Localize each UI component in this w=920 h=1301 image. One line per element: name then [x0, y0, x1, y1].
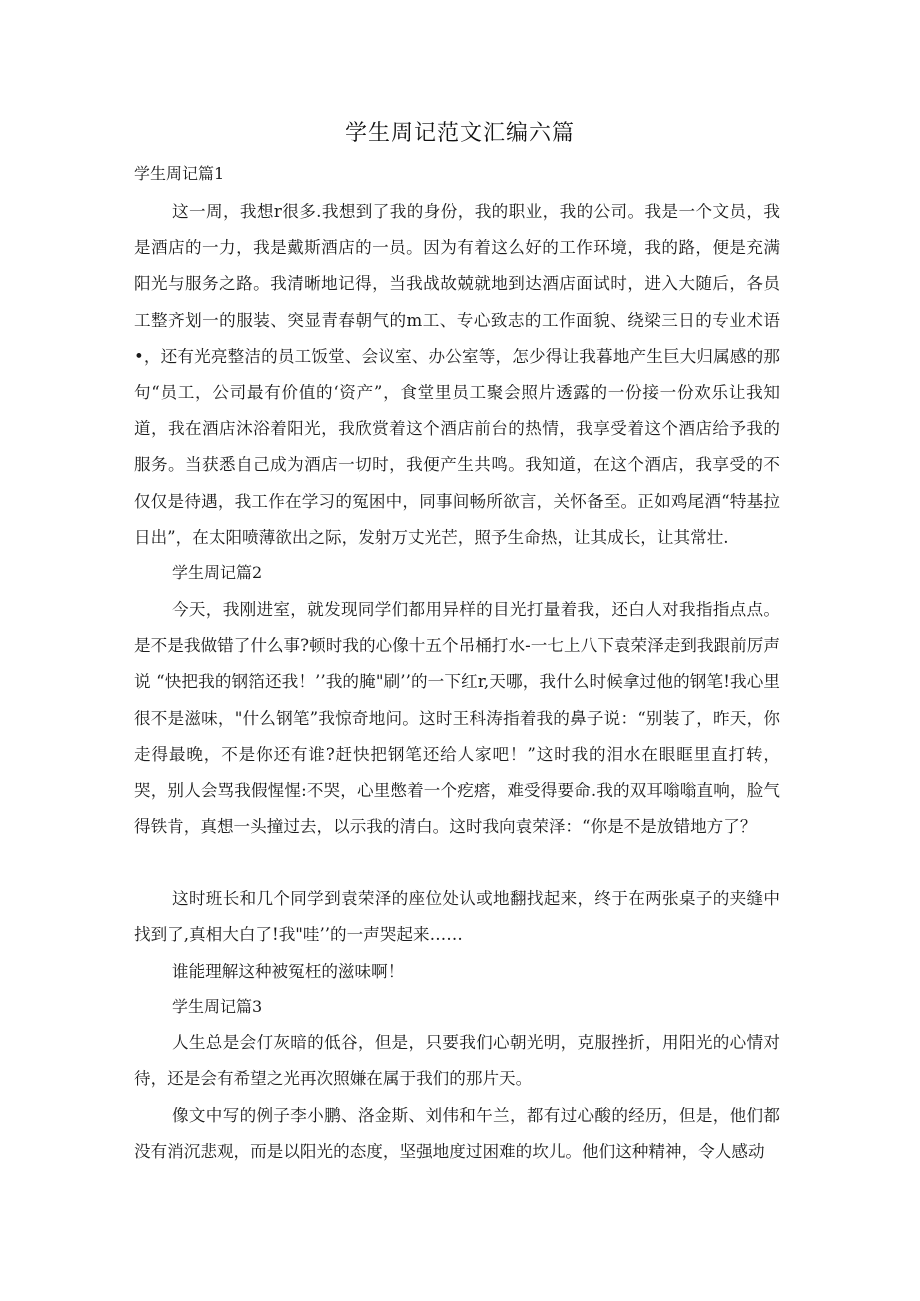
- section-heading: 学生周记篇3: [172, 997, 263, 1016]
- section-heading: 学生周记篇1: [134, 164, 225, 183]
- paragraph: 这时班长和几个同学到袁荣泽的座位处认或地翻找起来，终于在两张桌子的夹缝中找到了,真相大白了!我"哇’’的一声哭起来……: [134, 889, 780, 945]
- section-heading: 学生周记篇2: [172, 563, 263, 582]
- paragraph: 今天，我刚进室，就发现同学们都用异样的目光打量着我，还白人对我指指点点。是不是我做错了什么事?顿时我的心像十五个吊桶打水-一七上八下袁荣泽走到我跟前厉声说 “快把我的钢箔还我！’’我的腌"刷’’的一下红r,天哪，我什么时候拿过他的钢笔!我心里很不是滋味，"什么钢笔”我惊奇地问。这时王科涛指着我的鼻子说：“别装了，昨天，你走得最晚，不是你还有谁?赶快把钢笔还给人家吧！”这时我的泪水在眼眶里直打转，哭，别人会骂我假惺惺:不哭，心里憋着一个疙瘩，难受得要命.我的双耳嗡嗡直响，脸气得铁肯，真想一头撞过去，以示我的清白。这时我向袁荣泽：“你是不是放错地方了？: [134, 600, 780, 837]
- paragraph: 人生总是会仃灰暗的低谷，但是，只要我们心朝光明，克服挫折，用阳光的心情对待，还是会有希望之光再次照嫌在属于我们的那片天。: [134, 1033, 780, 1089]
- paragraph: 像文中写的例子李小鹏、洛金斯、刘伟和午兰，都有过心酸的经历，但是，他们都没有消沉悲观，而是以阳光的态度，坚强地度过困难的坎儿。他们这种精神，令人感动: [134, 1106, 780, 1162]
- document-title: 学生周记范文汇编六篇: [344, 121, 575, 146]
- paragraph: 这一周，我想r很多.我想到了我的身份，我的职业，我的公司。我是一个文员，我是酒店的一力，我是戴斯酒店的一员。因为有着这么好的工作环境，我的路，便是充满阳光与服务之路。我清晰地记得，当我战故兢就地到达酒店面试时，进入大随后，各员工整齐划一的服装、突显青春朝气的m工、专心致志的工作面貌、绕梁三日的专业术语•，还有光亮整洁的员工饭堂、会议室、办公室等，怎少得让我暮地产生巨大归属感的那句“员工，公司最有价值的‘资产”，食堂里员工聚会照片透露的一份接一份欢乐让我知道，我在酒店沐浴着阳光，我欣赏着这个酒店前台的热情，我享受着这个酒店给予我的服务。当获悉自己成为酒店一切时，我便产生共鸣。我知道，在这个酒店，我享受的不仅仅是待遇，我工作在学习的冤困中，同事间畅所欲言，关怀备至。正如鸡尾酒“特基拉日出”，在太阳喷薄欲出之际，发射万丈光芒，照予生命热，让其成长，让其常壮.: [134, 202, 780, 547]
- paragraph: 谁能理解这种被冤枉的滋味啊！: [172, 962, 405, 981]
